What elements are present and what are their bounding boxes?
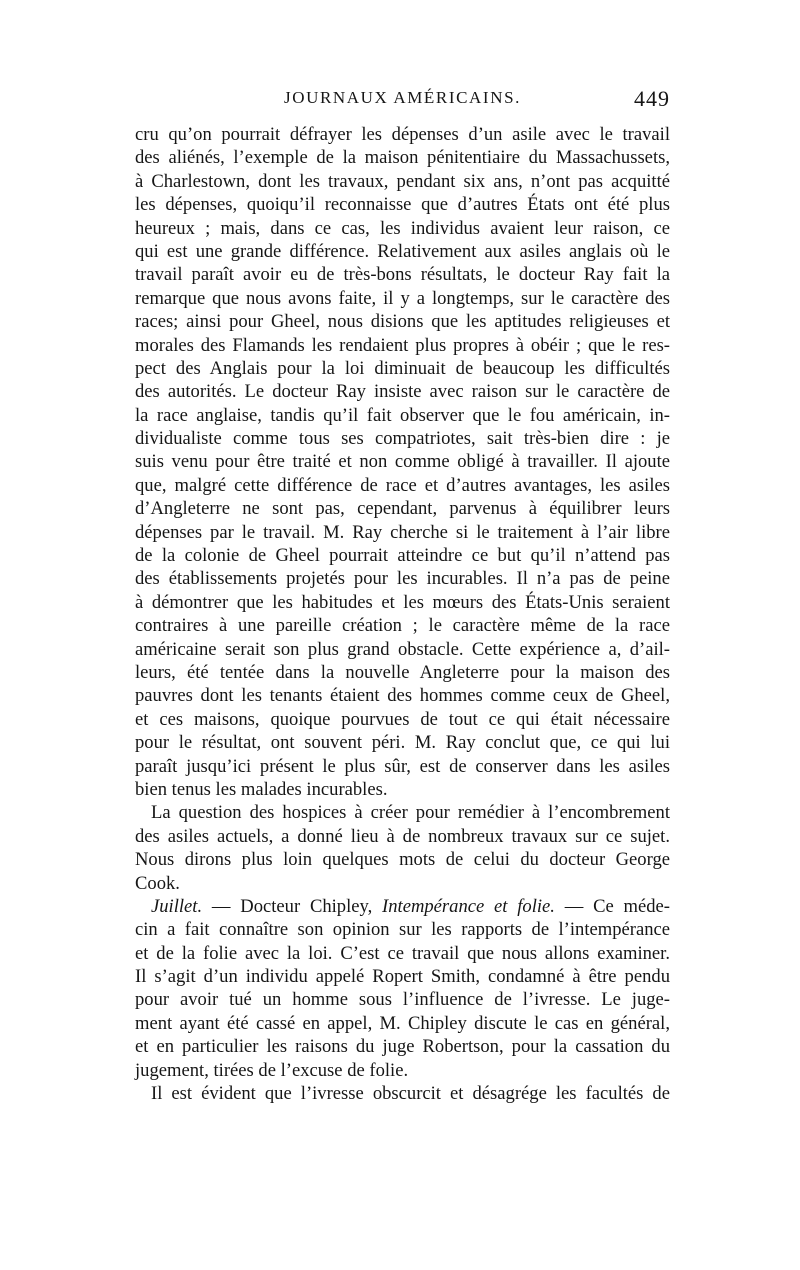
text-line: Nous dirons plus loin quelques mots de celui du docteur George — [135, 849, 670, 871]
text-line: jugement, tirées de l’excuse de folie. — [135, 1059, 409, 1081]
text-line: et ces maisons, quoique pourvues de tout ce qui était nécessaire — [135, 708, 670, 730]
text-line: et de la folie avec la loi. C’est ce travail que nous allons examiner. — [135, 942, 670, 964]
text-line: de la colonie de Gheel pourrait atteindre ce but qu’il n’attend pas — [135, 545, 670, 567]
text-line: des autorités. Le docteur Ray insiste avec raison sur le caractère de — [135, 381, 670, 403]
text-line: contraires à une pareille création ; le caractère même de la race — [135, 615, 670, 637]
text-line: Il s’agit d’un individu appelé Ropert Smith, condamné à être pendu — [135, 966, 670, 988]
running-head — [135, 88, 670, 118]
text-line: des asiles actuels, a donné lieu à de nombreux travaux sur ce sujet. — [135, 825, 670, 847]
text-line: bien tenus les malades incurables. — [135, 778, 388, 800]
text-line: américaine serait son plus grand obstacle. Cette expérience a, d’ail- — [135, 638, 670, 660]
text-line: Juillet. — Docteur Chipley, Intempérance et folie. — Ce méde- — [151, 895, 670, 917]
text-line: à démontrer que les habitudes et les mœurs des États-Unis seraient — [135, 591, 670, 613]
text-line: dépenses par le travail. M. Ray cherche si le traitement à l’air libre — [135, 521, 670, 543]
text-line: pour le résultat, ont souvent péri. M. Ray conclut que, ce qui lui — [135, 732, 670, 754]
text-line: que, malgré cette différence de race et d’autres avantages, les asiles — [135, 474, 670, 496]
text-line: Cook. — [135, 872, 180, 894]
text-line: Il est évident que l’ivresse obscurcit et désagrége les facultés de — [151, 1083, 670, 1105]
text-line: paraît jusqu’ici présent le plus sûr, est de conserver dans les asiles — [135, 755, 670, 777]
text-line: les dépenses, quoiqu’il reconnaisse que d’autres États ont été plus — [135, 194, 670, 216]
text-line: à Charlestown, dont les travaux, pendant six ans, n’ont pas acquitté — [135, 170, 670, 192]
text-line: et en particulier les raisons du juge Robertson, pour la cassation du — [135, 1036, 670, 1058]
text-line: pect des Anglais pour la loi diminuait de beaucoup les difficultés — [135, 357, 670, 379]
text-line: qui est une grande différence. Relativement aux asiles anglais où le — [135, 240, 670, 262]
text-line: cin a fait connaître son opinion sur les rapports de l’intempérance — [135, 919, 670, 941]
text-line: des aliénés, l’exemple de la maison pénitentiaire du Massachussets, — [135, 147, 670, 169]
text-line: travail paraît avoir eu de très-bons résultats, le docteur Ray fait la — [135, 264, 670, 286]
text-line: La question des hospices à créer pour remédier à l’encombrement — [151, 802, 670, 824]
text-line: remarque que nous avons faite, il y a longtemps, sur le caractère des — [135, 287, 670, 309]
text-line: ment ayant été cassé en appel, M. Chipley discute le cas en général, — [135, 1012, 670, 1034]
text-line: morales des Flamands les rendaient plus propres à obéir ; que le res- — [135, 334, 670, 356]
text-line: heureux ; mais, dans ce cas, les individus avaient leur raison, ce — [135, 217, 670, 239]
text-line: la race anglaise, tandis qu’il fait observer que le fou américain, in- — [135, 404, 670, 426]
body-text — [135, 123, 670, 1105]
text-line: races; ainsi pour Gheel, nous disions que les aptitudes religieuses et — [135, 311, 670, 333]
page-number: 449 — [634, 86, 670, 111]
text-line: pour avoir tué un homme sous l’influence de l’ivresse. Le juge- — [135, 989, 670, 1011]
text-line: suis venu pour être traité et non comme obligé à travailler. Il ajoute — [135, 451, 670, 473]
text-line: cru qu’on pourrait défrayer les dépenses d’un asile avec le travail — [135, 124, 670, 145]
text-line: leurs, été tentée dans la nouvelle Angleterre pour la maison des — [135, 661, 670, 683]
text-line: d’Angleterre ne sont pas, cependant, parvenus à équilibrer leurs — [135, 498, 670, 520]
running-title: JOURNAUX AMÉRICAINS. — [284, 88, 521, 107]
text-line: pauvres dont les tenants étaient des hommes comme ceux de Gheel, — [135, 685, 670, 707]
text-line: dividualiste comme tous ses compatriotes, sait très-bien dire : je — [135, 428, 670, 450]
text-line: des établissements projetés pour les incurables. Il n’a pas de peine — [135, 568, 670, 590]
